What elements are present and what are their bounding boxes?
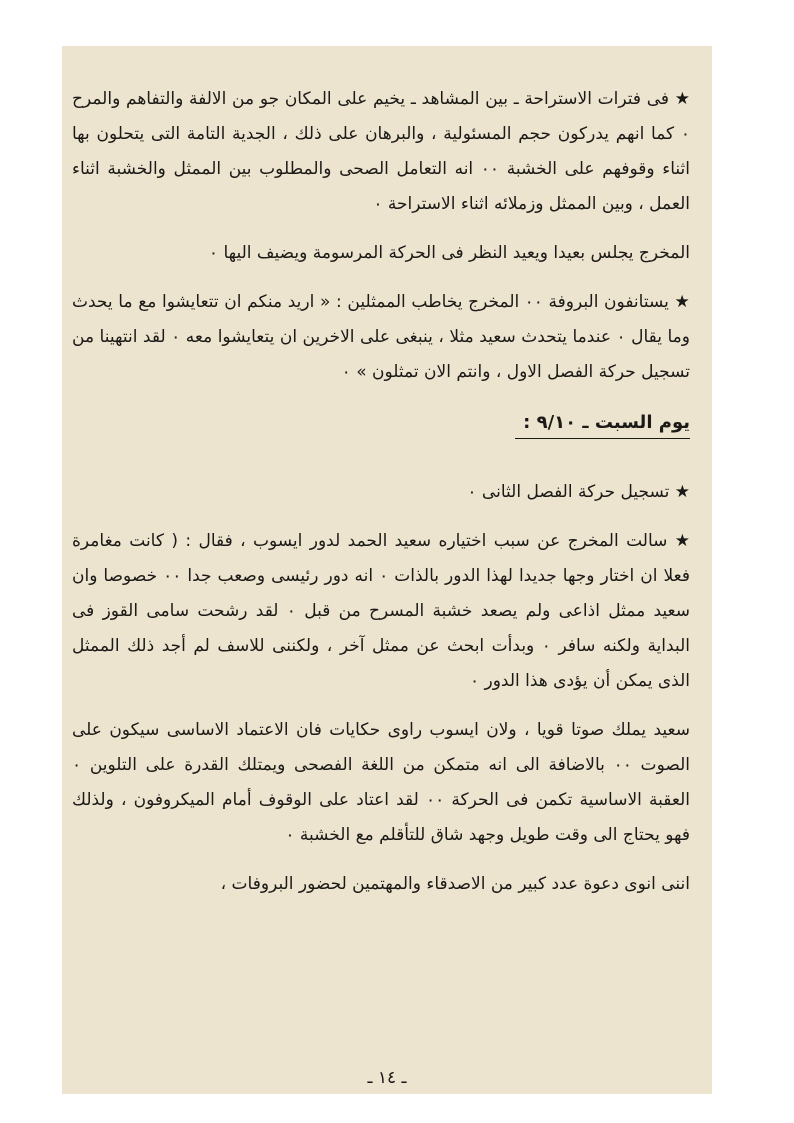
page-number: ـ ١٤ ـ	[367, 1068, 407, 1088]
paragraph-rehearsal-resume: ★ يستانفون البروفة ٠٠ المخرج يخاطب الممثلين : « اريد منكم ان تتعايشوا مع ما يحدث وما يقال ٠ عندما يتحدث سعيد مثلا ، ينبغى على الاخرين ان يتعايشوا معه ٠ لقد انتهينا من تسجيل حركة الفصل الاول ، وانتم الان تمثلون » ٠	[72, 292, 690, 382]
paragraph-casting-question: ★ سالت المخرج عن سبب اختياره سعيد الحمد لدور ايسوب ، فقال : ( كانت مغامرة فعلا ان اختار وجها جديدا لهذا الدور بالذات ٠ انه دور رئيسى وصعب جدا ٠٠ خصوصا وان سعيد ممثل اذاعى ولم يصعد خشبة المسرح من قبل ٠ لقد رشحت سامى القوز فى البداية ولكنه سافر ٠ وبدأت ابحث عن ممثل آخر ، ولكننى للاسف لم أجد ذلك الممثل الذى يمكن أن يؤدى هذا الدور ٠	[72, 531, 690, 691]
page-body	[62, 46, 712, 902]
paragraph-break-atmosphere: ★ فى فترات الاستراحة ـ بين المشاهد ـ يخيم على المكان جو من الالفة والتفاهم والمرح ٠ كما انهم يدركون حجم المسئولية ، والبرهان على ذلك ، الجدية التامة التى يتحلون بها اثناء وقوفهم على الخشبة ٠٠ انه التعامل الصحى والمطلوب بين الممثل والخشبة اثناء العمل ، وبين الممثل وزملائه اثناء الاستراحة ٠	[72, 89, 690, 214]
section-heading-date: يوم السبت ـ ٩/١٠ :	[515, 408, 690, 439]
paragraph-director-review: المخرج يجلس بعيدا ويعيد النظر فى الحركة المرسومة ويضيف اليها ٠	[208, 243, 690, 263]
book-page	[62, 46, 712, 1094]
paragraph-act-two: ★ تسجيل حركة الفصل الثانى ٠	[467, 482, 690, 502]
paragraph-invitation: اننى انوى دعوة عدد كبير من الاصدقاء والمهتمين لحضور البروفات ،	[220, 874, 690, 894]
paragraph-casting-voice: سعيد يملك صوتا قويا ، ولان ايسوب راوى حكايات فان الاعتماد الاساسى سيكون على الصوت ٠٠ بالاضافة الى انه متمكن من اللغة الفصحى ويمتلك القدرة على التلوين ٠ العقبة الاساسية تكمن فى الحركة ٠٠ لقد اعتاد على الوقوف أمام الميكروفون ، ولذلك فهو يحتاج الى وقت طويل وجهد شاق للتأقلم مع الخشبة ٠	[72, 720, 690, 845]
